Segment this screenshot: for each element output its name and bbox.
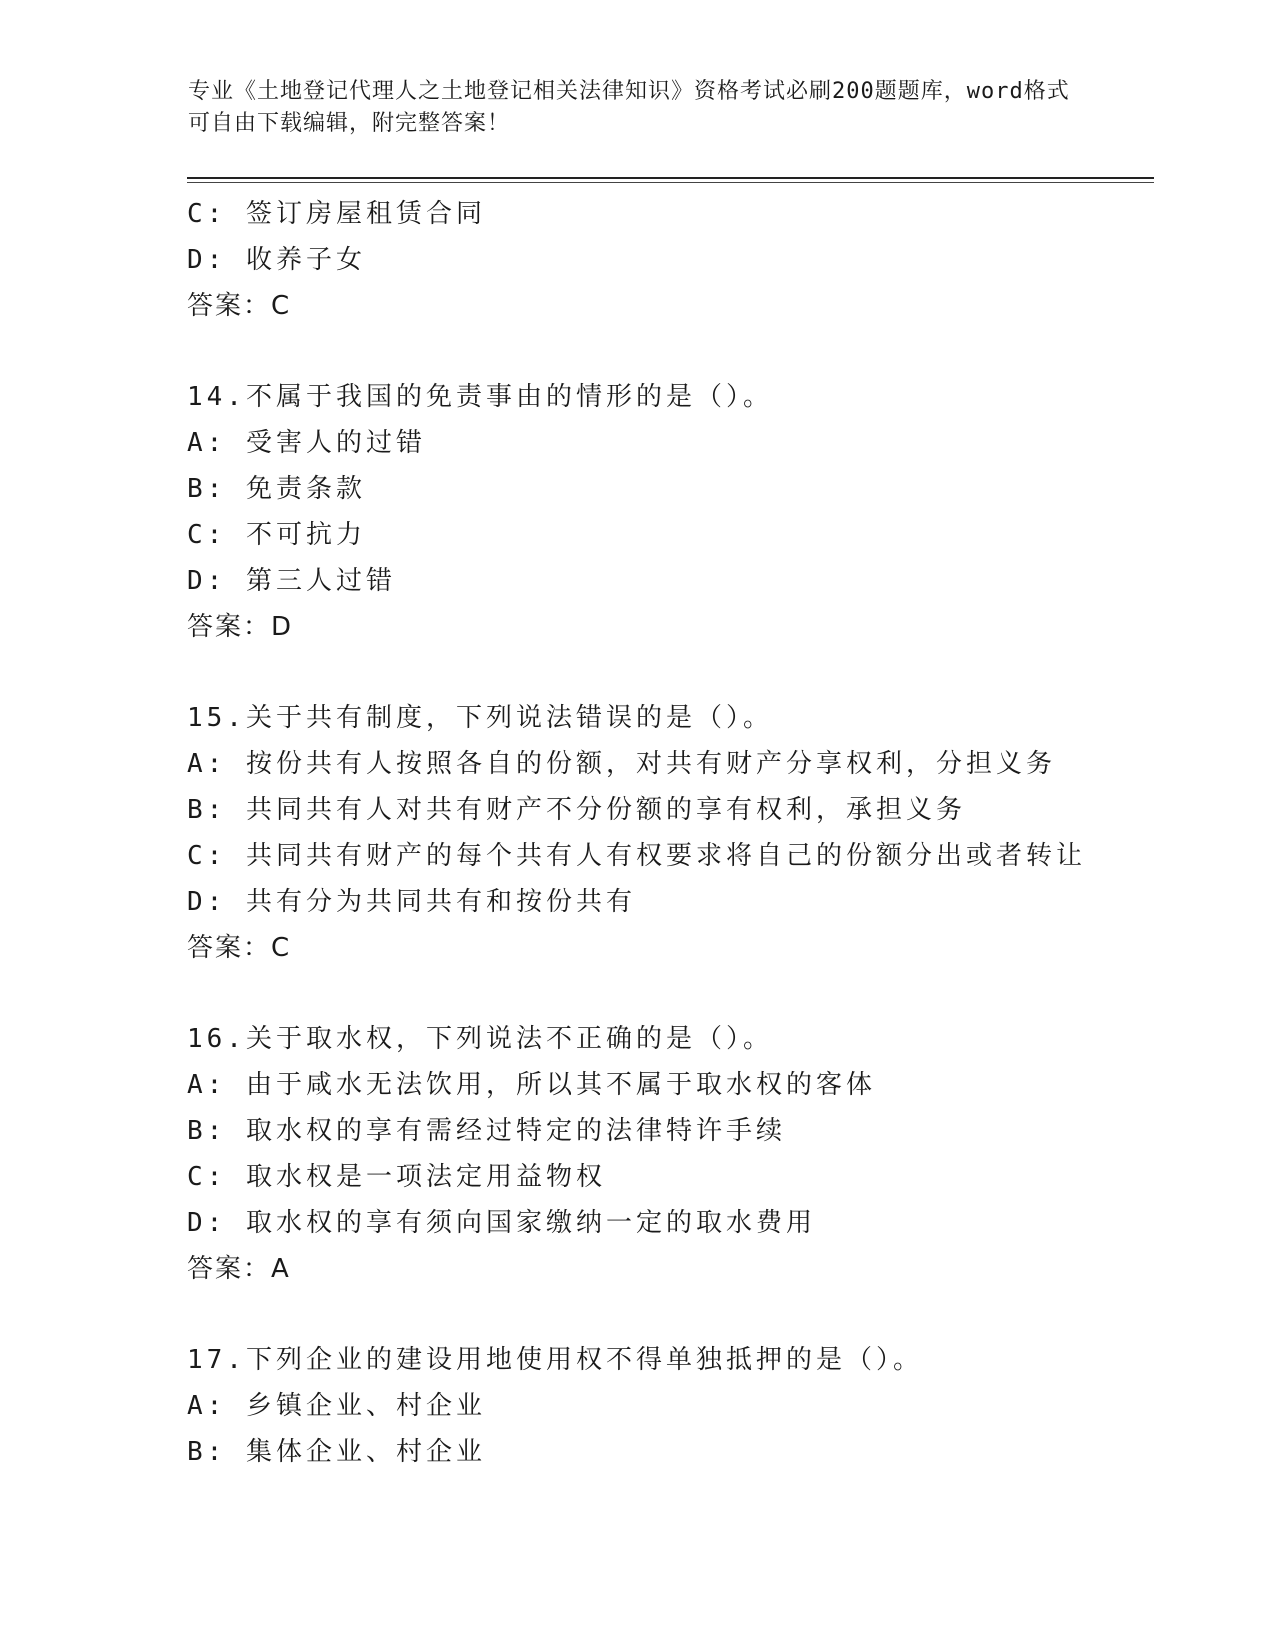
option-a: A: 受害人的过错	[187, 428, 426, 458]
option-c: C: 不可抗力	[187, 520, 366, 550]
option-d: D: 取水权的享有须向国家缴纳一定的取水费用	[187, 1208, 816, 1238]
option-c: C: 签订房屋租赁合同	[187, 199, 486, 229]
option-d: D: 收养子女	[187, 245, 366, 275]
question-17	[187, 1337, 1147, 1475]
option-b: B: 集体企业、村企业	[187, 1437, 486, 1467]
question-15	[187, 695, 1147, 971]
option-d: D: 第三人过错	[187, 566, 396, 596]
answer: 答案：A	[187, 1254, 291, 1284]
question-stem: 16.关于取水权，下列说法不正确的是（）。	[187, 1024, 773, 1054]
option-a: A: 由于咸水无法饮用，所以其不属于取水权的客体	[187, 1070, 876, 1100]
option-b: B: 取水权的享有需经过特定的法律特许手续	[187, 1116, 786, 1146]
answer: 答案：C	[187, 933, 292, 963]
option-b: B: 免责条款	[187, 474, 366, 504]
answer: 答案：C	[187, 291, 292, 321]
question-14	[187, 374, 1147, 650]
option-b: B: 共同共有人对共有财产不分份额的享有权利，承担义务	[187, 795, 966, 825]
question-stem: 17.下列企业的建设用地使用权不得单独抵押的是（）。	[187, 1345, 923, 1375]
question-13-continued	[187, 191, 1147, 329]
option-a: A: 按份共有人按照各自的份额，对共有财产分享权利，分担义务	[187, 749, 1056, 779]
option-c: C: 共同共有财产的每个共有人有权要求将自己的份额分出或者转让	[187, 841, 1086, 871]
header-divider-thick	[187, 177, 1154, 179]
option-d: D: 共有分为共同共有和按份共有	[187, 887, 636, 917]
document-header: 专业《土地登记代理人之土地登记相关法律知识》资格考试必刷200题题库，word格式可自由下载编辑，附完整答案！	[188, 79, 1070, 136]
question-16	[187, 1016, 1147, 1292]
option-a: A: 乡镇企业、村企业	[187, 1391, 486, 1421]
question-list	[187, 191, 1147, 1475]
question-stem: 15.关于共有制度，下列说法错误的是（）。	[187, 703, 773, 733]
header-divider-thin	[187, 182, 1154, 183]
option-c: C: 取水权是一项法定用益物权	[187, 1162, 606, 1192]
question-stem: 14.不属于我国的免责事由的情形的是（）。	[187, 382, 773, 412]
answer: 答案：D	[187, 612, 294, 642]
